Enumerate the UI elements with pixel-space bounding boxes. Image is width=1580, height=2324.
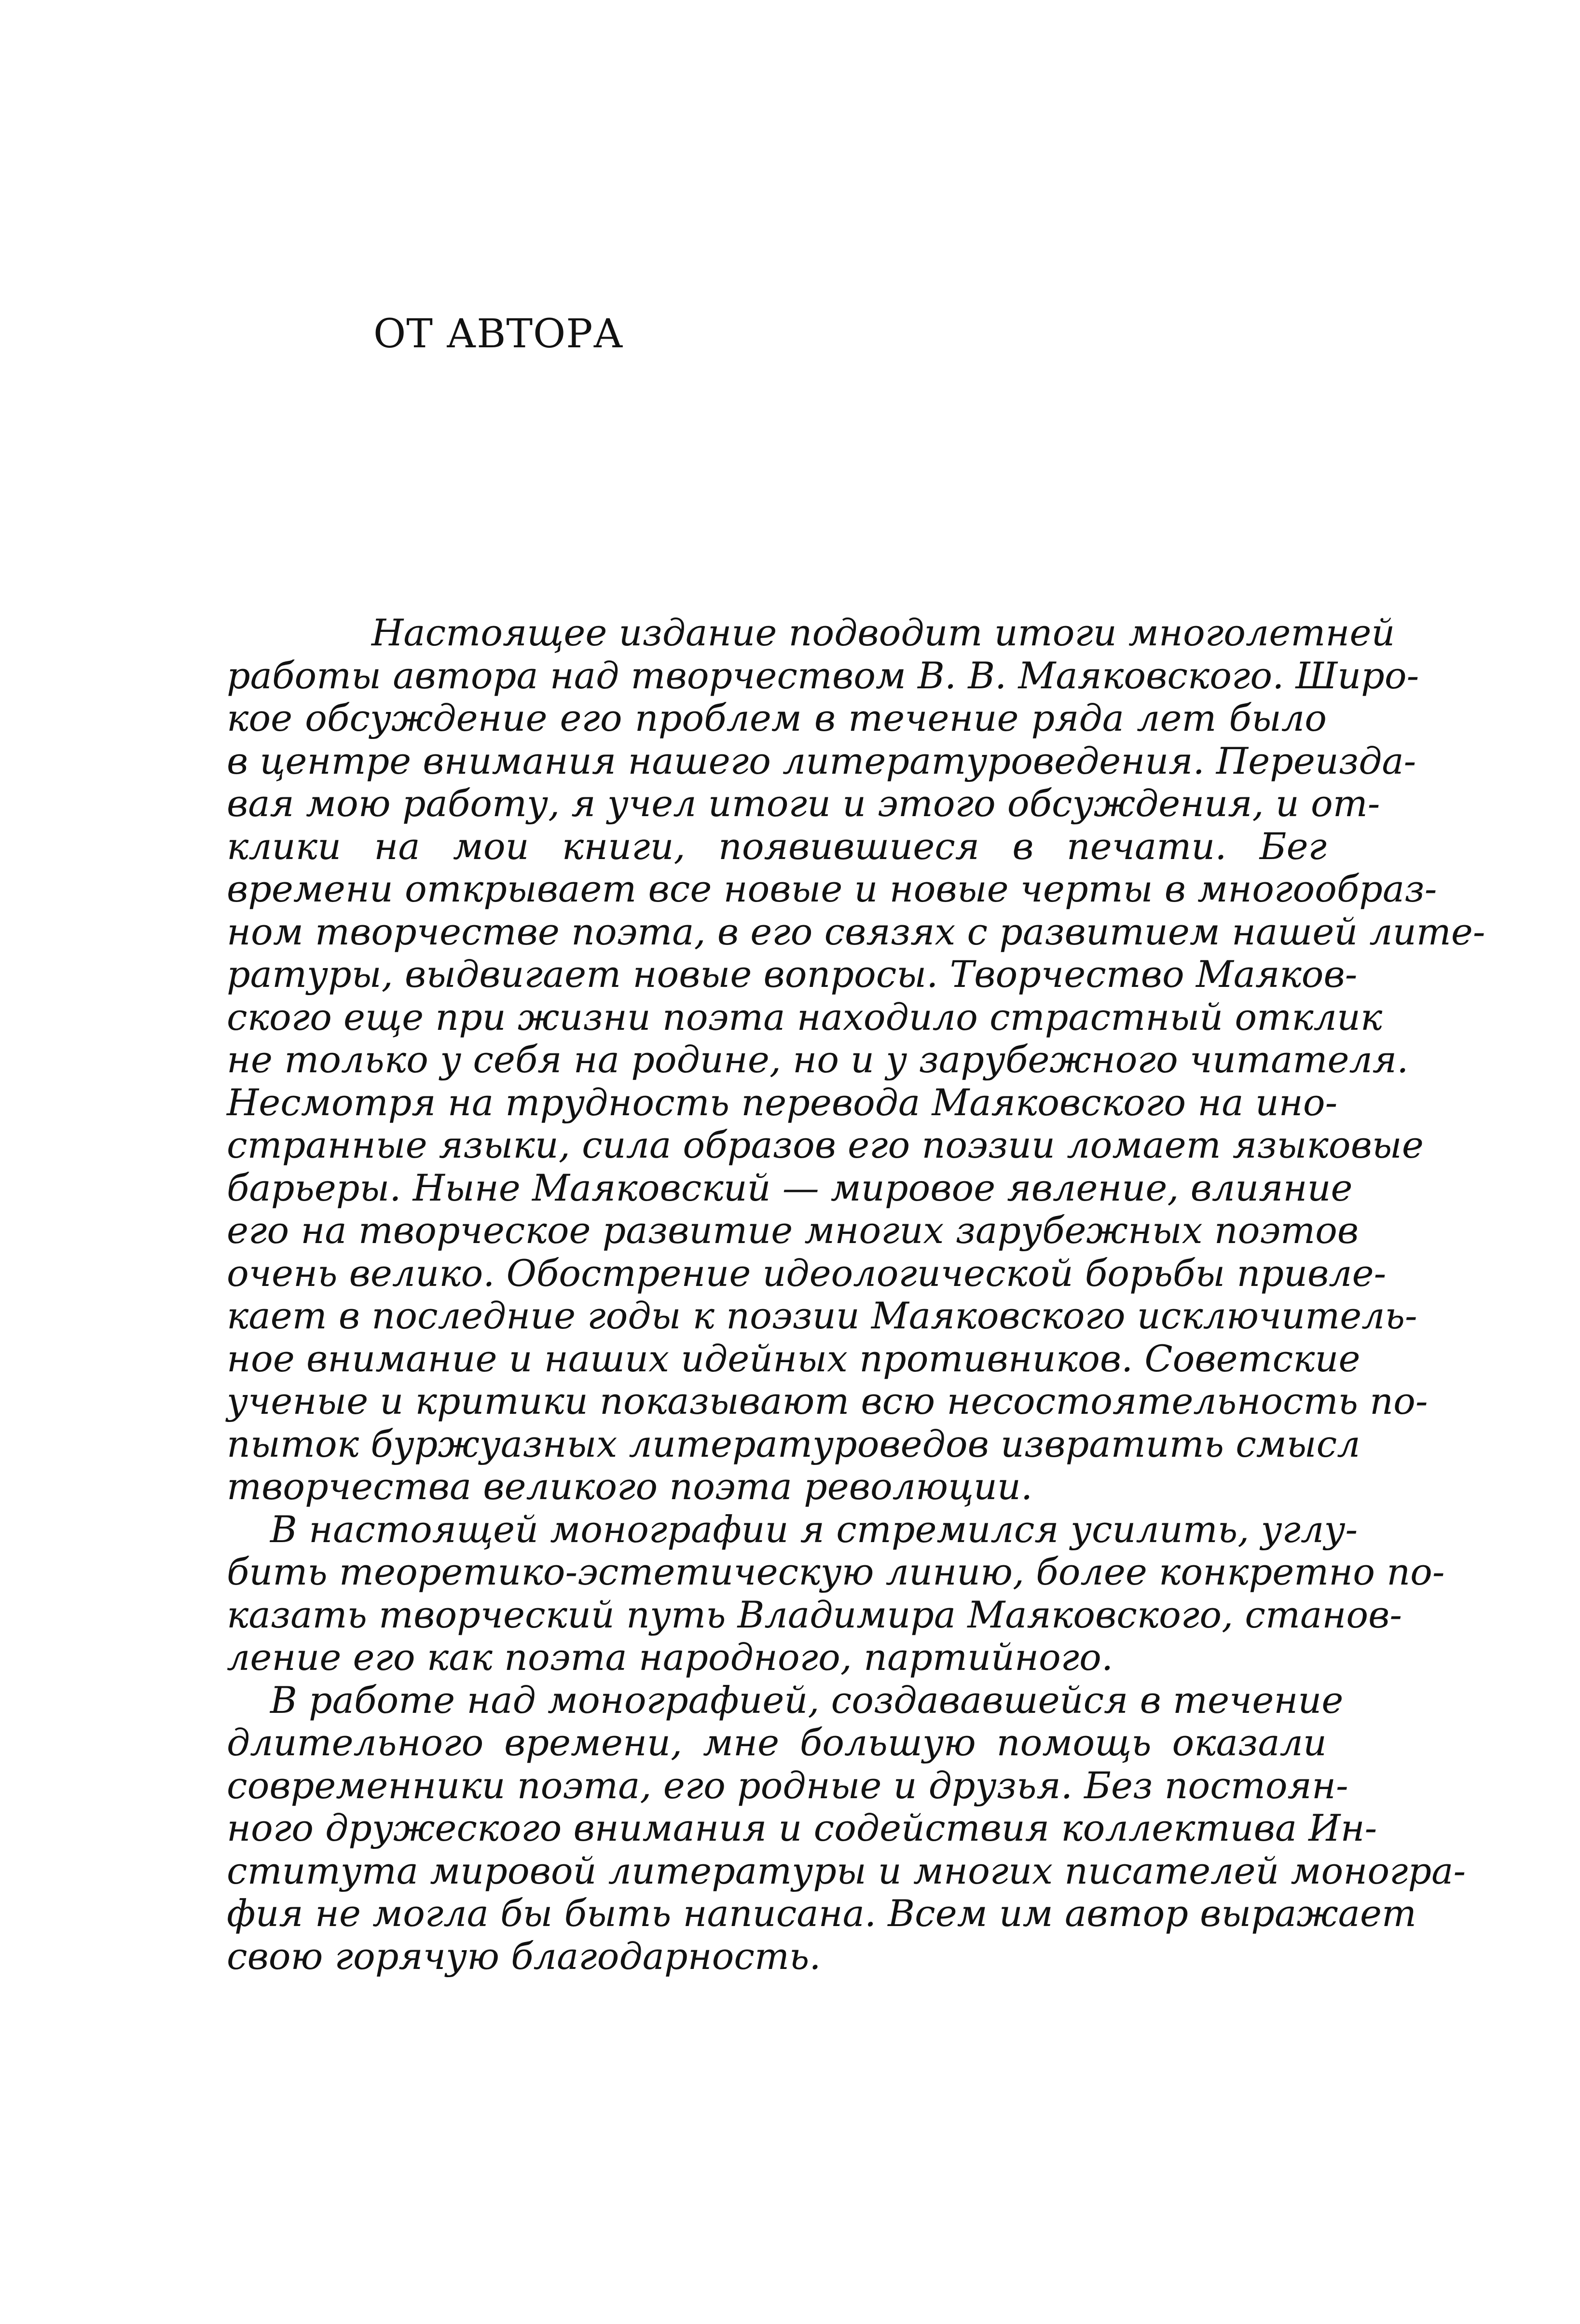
paragraph-line: его на творческое развитие многих зарубежных поэтов <box>227 1209 1359 1252</box>
paragraph-1 <box>227 611 1485 1508</box>
paragraph-line: длительного времени, мне большую помощь оказали <box>227 1721 1327 1764</box>
page-heading: ОТ АВТОРА <box>373 311 624 357</box>
paragraph-line: ное внимание и наших идейных противников. Советские <box>227 1337 1360 1380</box>
paragraph-line: современники поэта, его родные и друзья. Без постоян- <box>227 1764 1348 1807</box>
body-text <box>227 611 1485 1978</box>
paragraph-line: вая мою работу, я учел итоги и этого обсуждения, и от- <box>227 782 1380 825</box>
paragraph-line: бить теоретико-эстетическую линию, более конкретно по- <box>227 1550 1445 1593</box>
paragraph-line: Настоящее издание подводит итоги многолетней <box>371 611 1395 654</box>
paragraph-line: в центре внимания нашего литературоведения. Переизда- <box>227 739 1416 782</box>
paragraph-2 <box>227 1507 1445 1679</box>
paragraph-3 <box>227 1678 1466 1978</box>
paragraph-line: В настоящей монографии я стремился усилить, углу- <box>270 1507 1358 1551</box>
paragraph-line: свою горячую благодарность. <box>227 1934 821 1978</box>
paragraph-line: странные языки, сила образов его поэзии ломает языковые <box>227 1123 1424 1166</box>
paragraph-line: Несмотря на трудность перевода Маяковского на ино- <box>227 1080 1338 1124</box>
paragraph-line: ратуры, выдвигает новые вопросы. Творчество Маяков- <box>227 953 1358 996</box>
paragraph-line: ном творчестве поэта, в его связях с развитием нашей лите- <box>227 910 1485 953</box>
paragraph-line: ление его как поэта народного, партийного. <box>227 1636 1113 1679</box>
paragraph-line: фия не могла бы быть написана. Всем им автор выражает <box>227 1892 1416 1935</box>
paragraph-line: ского еще при жизни поэта находило страстный отклик <box>227 995 1383 1039</box>
paragraph-line: ститута мировой литературы и многих писателей моногра- <box>227 1849 1466 1892</box>
paragraph-line: барьеры. Ныне Маяковский — мировое явление, влияние <box>227 1166 1353 1209</box>
paragraph-line: ного дружеского внимания и содействия коллектива Ин- <box>227 1806 1377 1849</box>
paragraph-line: В работе над монографией, создававшейся в течение <box>270 1678 1344 1722</box>
paragraph-line: времени открывает все новые и новые черты в многообраз- <box>227 867 1437 910</box>
paragraph-line: пыток буржуазных литературоведов извратить смысл <box>227 1422 1360 1465</box>
paragraph-line: клики на мои книги, появившиеся в печати. Бег <box>227 824 1327 868</box>
paragraph-line: работы автора над творчеством В. В. Маяковского. Широ- <box>227 654 1419 697</box>
paragraph-line: очень велико. Обострение идеологической борьбы привле- <box>227 1251 1387 1295</box>
paragraph-line: ученые и критики показывают всю несостоятельность по- <box>227 1380 1428 1422</box>
paragraph-line: кое обсуждение его проблем в течение ряда лет было <box>227 697 1327 739</box>
paragraph-line: кает в последние годы к поэзии Маяковского исключитель- <box>227 1294 1417 1337</box>
paragraph-line: казать творческий путь Владимира Маяковского, станов- <box>227 1593 1402 1636</box>
paragraph-line: творчества великого поэта революции. <box>227 1465 1033 1508</box>
paragraph-line: не только у себя на родине, но и у зарубежного читателя. <box>227 1038 1409 1081</box>
